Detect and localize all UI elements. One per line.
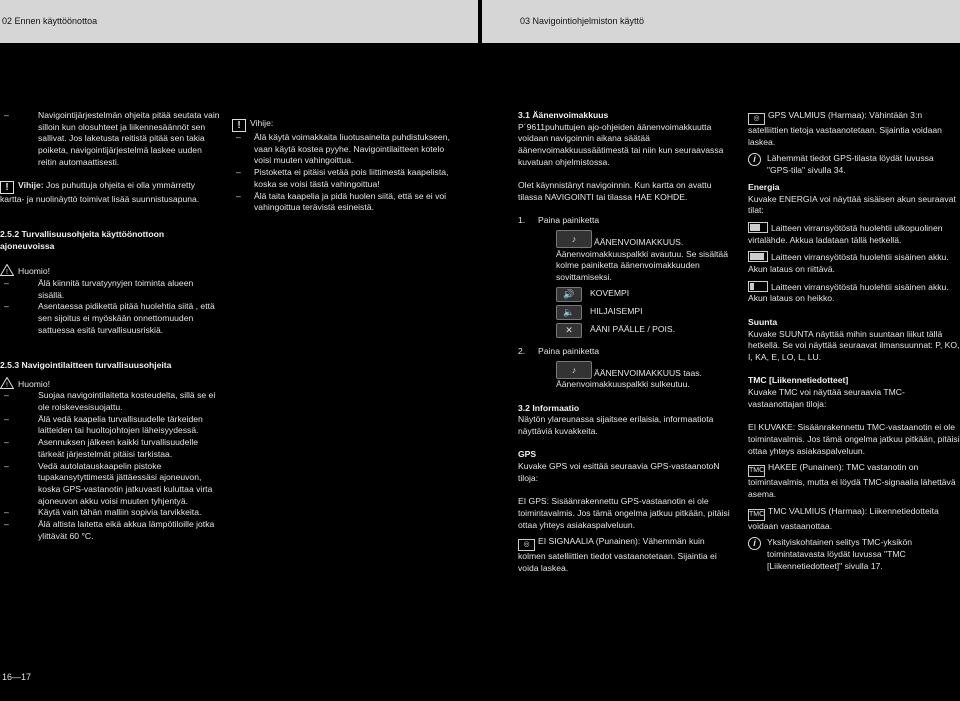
info-note: i Lähemmät tiedot GPS-tilasta löydät luvussa "GPS-tila" sivulla 34.: [748, 153, 960, 176]
paragraph: Kuvake ENERGIA voi näyttää sisäisen akun seuraavat tilat:: [748, 193, 956, 216]
svg-text:!: !: [6, 269, 8, 277]
warning-box-icon: !: [0, 181, 14, 194]
battery-low-icon: [748, 281, 768, 292]
list-item: – Pistoketta ei pitäisi vetää pois liittimestä kaapelista, koska se voisi tästä vahingoittua!: [236, 167, 449, 189]
volume-down-icon[interactable]: 🔈: [556, 305, 582, 320]
paragraph: EI KUVAKE: Sisäänrakennettu TMC-vastaanotin ei ole toimintavalmis. Jos tämä ongelma jatkuu pitkään, pitäisi ottaa yhteys asiakaspalveluun.: [748, 422, 960, 456]
huomio-label: ! Huomio!: [0, 377, 220, 391]
section-title: 3.1 Äänenvoimakkuus: [518, 110, 609, 120]
paragraph: Laitteen virransyötöstä huolehtii sisäinen akku. Akun lataus on heikko.: [748, 281, 949, 304]
list-item: – Navigointijärjestelmän ohjeita pitää seutata vain silloin kun olosuhteet ja liikennesäännöt sen sallivat. Jos laketusta reitistä pitää sen takia poiketa, navigointijärjestelmä laskee uuden reitin automaattisesti.: [4, 110, 220, 167]
paragraph: Näytön ylareunassa sijaitsee erilaisia, informaatiota näyttäviä kuvakkeita.: [518, 414, 714, 437]
paragraph: ◎ GPS VALMIUS (Harmaa): Vähintään 3:n satelliittien tietoja vastaanotetaan. Sijaintia voidaan laskea.: [748, 110, 942, 147]
column-3: [518, 110, 733, 575]
header-left: 02 Ennen käyttöönottoa: [0, 0, 478, 43]
info-icon: i: [748, 537, 761, 550]
battery-charging-icon: [748, 222, 768, 233]
list-item: – Älä altista laitetta eikä akkua lämpötiloille jotka ylittävät 60 °C.: [4, 519, 215, 541]
volume-up-icon[interactable]: 🔊: [556, 287, 582, 302]
paragraph: Olet käynnistänyt navigoinnin. Kun kartta on avattu tilassa NAVIGOINTI tai tilassa HAE KOHDE.: [518, 180, 712, 202]
intro-text: Navigointijärjestelmän ohjeita pitää seutata vain silloin kun olosuhteet ja liikennesäännöt sen sallivat. Jos laketusta reitistä pitää sen takia poiketa, navigointijärjestelmä laskee uuden reitin automaattisesti.: [38, 110, 220, 167]
list-item: – Asennuksen jälkeen kaikki turvallisuudelle tärkeät järjestelmät pitäisi tarkistaa.: [4, 437, 199, 459]
paragraph: Kuvake SUUNTA näyttää mihin suuntaan liikut tällä hetkellä. Se voi näyttää seuraavat ilmansuunnat: P, KO, I, KA, E, LO, L, LU.: [748, 328, 960, 362]
step-1: 1. Paina painiketta: [518, 215, 600, 226]
section-title: TMC [Liikennetiedotteet]: [748, 375, 849, 386]
list-item: – Asentaessa pidikettä pitää huolehtia siitä , että sen sijoitus ei myöskään onnettomuuden sattuessa esitä turvallisuusriskiä.: [4, 301, 215, 335]
paragraph: TMC TMC VALMIUS (Harmaa): Liikennetiedotteita voidaan vastaanottaa.: [748, 505, 939, 531]
list-item: – Älä kiinnitä turvatyynyjen toiminta alueen sisällä.: [4, 278, 194, 300]
step-2: 2. Paina painiketta: [518, 345, 600, 356]
column-4: [748, 110, 960, 572]
mute-icon[interactable]: ✕: [556, 323, 582, 338]
paragraph: Laitteen virransyötöstä huolehtii ulkopuolinen virtalähde. Akkua ladataan tällä hetkellä.: [748, 222, 943, 245]
warning-triangle-icon: [0, 264, 14, 276]
huomio-label: ! Huomio!: [0, 264, 220, 278]
warning-box-icon: !: [232, 119, 246, 132]
list-item: – Älä taita kaapelia ja pidä huolen siitä, että se ei voi vahingoittua terävistä esineistä.: [236, 190, 447, 213]
paragraph: ◎ EI SIGNAALIA (Punainen): Vähemmän kuin kolmen satelliittien tiedot vastaanotetaan. Sijaintia ei voida laskea.: [518, 536, 717, 574]
section-title: GPS: [518, 449, 537, 460]
paragraph: P´9611puhuttujen ajo-ohjeiden äänenvoimakkuutta voidaan navigoinnin aikana säätää äänenvoimakkuussäätimestä tai niin kun seuraavassa kuvatuan ohjelmistossa.: [518, 121, 724, 167]
gps-red-icon: ◎: [518, 539, 535, 551]
warning-triangle-icon: [0, 377, 14, 389]
tmc-red-icon: TMC: [748, 465, 765, 477]
section-title: 2.5.3 Navigointilaitteen turvallisuusohjeita: [0, 359, 172, 370]
paragraph: Kuvake TMC voi näyttää seuraavia TMC-vastaanottajan tiloja:: [748, 387, 905, 409]
paragraph: EI GPS: Sisäänrakennettu GPS-vastaanotin ei ole toimintavalmis. Jos tämä ongelma jatkuu pitkään, pitäisi ottaa yhteys asiakaspalveluun.: [518, 496, 730, 530]
tmc-grey-icon: TMC: [748, 509, 765, 521]
section-title: Suunta: [748, 316, 778, 327]
column-1: [0, 110, 220, 543]
info-icon: i: [748, 153, 761, 166]
list-item: – Vedä autolatauskaapelin pistoke tupakansytyttimestä jättäessäsi ajoneuvon, koska GPS-vastanotin jatkuvasti kuluttaa virta ajoneuvon akku voisi muuten tyhjentyä.: [4, 460, 213, 506]
section-title: 2.5.2 Turvallisuusohjeita käyttöönottoon ajoneuvoissa: [0, 229, 165, 251]
volume-button-icon[interactable]: ♪: [556, 361, 592, 379]
battery-full-icon: [748, 251, 768, 262]
vihje-note: ! Vihije: Jos puhuttuja ohjeita ei olla ymmärretty kartta- ja nuolinäyttö toimivat lisää suunnistusapuna.: [0, 180, 200, 205]
list-item: – Käytä vain tähän malliin sopivia tarvikkeita.: [4, 507, 202, 518]
paragraph: TMC HAKEE (Punainen): TMC vastanotin on toimintavalmis, mutta ei löydä TMC-signaalia lähettävä asema.: [748, 462, 956, 499]
page-number: 16—17: [2, 672, 32, 682]
list-item: – Suojaa navigointilaitetta kosteudelta, sillä se ei ole roiskevesisuojattu.: [4, 390, 216, 413]
paragraph: Kuvake GPS voi esittää seuraavia GPS-vastaanotoN tiloja:: [518, 461, 720, 483]
vihje-label: ! Vihije:: [232, 118, 452, 132]
list-item: – Älä käytä voimakkaita liuotusaineita puhdistukseen, vaan käytä kostea pyyhe. Navigointilaitteen kotelo voisi muuten vahingoittua.: [236, 132, 450, 166]
step-2-detail: ♪ ÄÄNENVOIMAKKUUS taas. Äänenvoimakkuuspalkki sulkeutuu.: [518, 361, 733, 391]
svg-text:!: !: [6, 381, 8, 389]
section-title: 3.2 Informaatio: [518, 402, 580, 413]
header-right: 03 Navigointiohjelmiston käyttö: [482, 0, 960, 43]
gps-grey-icon: ◎: [748, 113, 765, 125]
step-1-detail: ♪ ÄÄNENVOIMAKKUUS. Äänenvoimakkuuspalkki avautuu. Se sisältää kolme painiketta äänenvoimakkuuden sovittamiseksi. 🔊 KOVEMPI 🔈 HILJAISEMPI ✕ ÄÄNI PÄÄLLE / POIS.: [518, 230, 733, 338]
column-2: [232, 118, 452, 214]
info-note: i Yksityiskohtainen selitys TMC-yksikön toimintatavasta löydät luvussa "TMC [Liikennetiedotteet]" sivulla 17.: [748, 537, 960, 572]
volume-button-icon[interactable]: ♪: [556, 230, 592, 248]
list-item: – Älä vedä kaapelia turvallisuudelle tärkeiden laitteiden tai huoltojohtojen läheisyydessä.: [4, 413, 203, 436]
paragraph: Laitteen virransyötöstä huolehtii sisäinen akku. Akun lataus on riittävä.: [748, 252, 949, 275]
section-title: Energia: [748, 181, 780, 192]
